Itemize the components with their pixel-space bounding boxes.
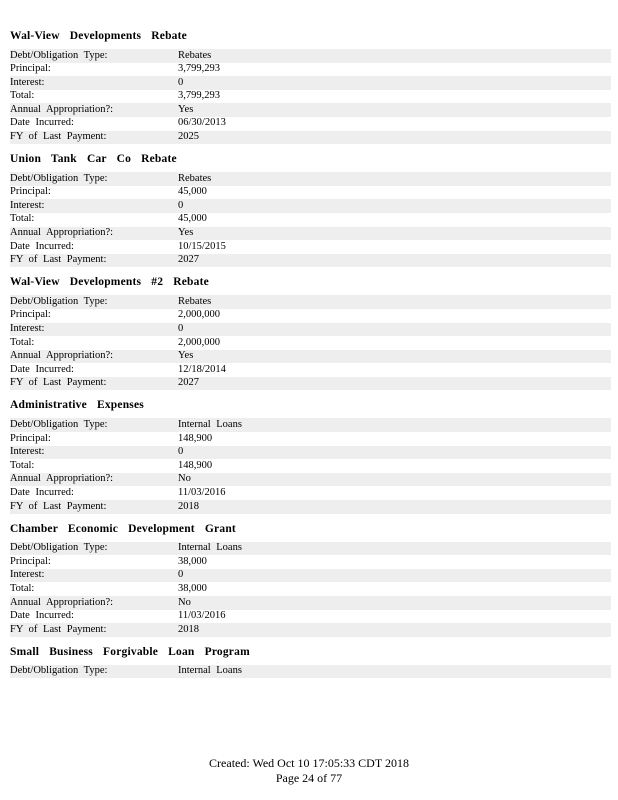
detail-table: [10, 418, 611, 513]
detail-table: [10, 172, 611, 267]
row-label: Annual Appropriation?:: [10, 227, 178, 241]
table-row: [10, 350, 611, 364]
table-row: [10, 323, 611, 337]
table-row: [10, 103, 611, 117]
table-row: [10, 131, 611, 145]
row-value: 2,000,000: [178, 336, 220, 348]
row-label: Interest:: [10, 446, 178, 460]
row-value: 38,000: [178, 555, 207, 567]
section-title: Wal-View Developments #2 Rebate: [10, 276, 209, 289]
debt-section: [8, 390, 610, 513]
row-label: Date Incurred:: [10, 486, 74, 498]
row-label: Interest:: [10, 199, 178, 213]
table-row: [10, 90, 611, 104]
row-value: 2,000,000: [178, 309, 220, 321]
row-value: 0: [178, 199, 611, 213]
section-title: Wal-View Developments Rebate: [10, 30, 187, 42]
row-value: 3,799,293: [178, 63, 220, 75]
row-label: Interest:: [10, 76, 178, 90]
row-value: 0: [178, 446, 611, 460]
table-row: [10, 213, 611, 227]
table-row: [10, 623, 611, 637]
table-row: [10, 582, 611, 596]
table-row: [10, 336, 611, 350]
detail-table: [10, 295, 611, 390]
row-label: Principal:: [10, 309, 51, 321]
row-label: FY of Last Payment:: [10, 254, 178, 268]
row-value: Internal Loans: [178, 542, 611, 556]
row-value: Internal Loans: [178, 665, 611, 679]
row-value: 10/15/2015: [178, 240, 226, 252]
row-value: Yes: [178, 350, 611, 364]
row-value: Yes: [178, 227, 611, 241]
table-row: [10, 377, 611, 391]
debt-section: [8, 30, 610, 144]
row-label: Debt/Obligation Type:: [10, 665, 178, 679]
row-label: Interest:: [10, 323, 178, 337]
table-row: [10, 63, 611, 77]
row-label: Principal:: [10, 186, 51, 198]
row-label: Total:: [10, 213, 35, 225]
row-value: 2027: [178, 377, 611, 391]
row-value: No: [178, 473, 611, 487]
section-title: Union Tank Car Co Rebate: [10, 153, 177, 166]
row-label: FY of Last Payment:: [10, 500, 178, 514]
row-value: No: [178, 596, 611, 610]
table-row: [10, 665, 611, 679]
row-label: Date Incurred:: [10, 117, 74, 129]
table-row: [10, 76, 611, 90]
row-value: 45,000: [178, 186, 207, 198]
row-value: 06/30/2013: [178, 117, 226, 129]
debt-section: [8, 637, 610, 679]
row-label: Debt/Obligation Type:: [10, 418, 178, 432]
table-row: [10, 542, 611, 556]
row-value: 3,799,293: [178, 90, 220, 102]
row-label: FY of Last Payment:: [10, 131, 178, 145]
row-label: Annual Appropriation?:: [10, 596, 178, 610]
row-value: 148,900: [178, 459, 213, 471]
table-row: [10, 555, 611, 569]
debt-section: [8, 267, 610, 390]
table-row: [10, 610, 611, 624]
row-value: 2018: [178, 623, 611, 637]
row-label: Principal:: [10, 432, 51, 444]
row-value: Rebates: [178, 49, 611, 63]
footer-page-number: Page 24 of 77: [275, 771, 343, 785]
row-value: 2027: [178, 254, 611, 268]
section-title: Administrative Expenses: [10, 399, 144, 412]
row-label: Annual Appropriation?:: [10, 473, 178, 487]
table-row: [10, 49, 611, 63]
table-row: [10, 363, 611, 377]
row-label: FY of Last Payment:: [10, 377, 178, 391]
table-row: [10, 432, 611, 446]
row-value: 2025: [178, 131, 611, 145]
table-row: [10, 199, 611, 213]
row-label: Debt/Obligation Type:: [10, 542, 178, 556]
row-value: 0: [178, 323, 611, 337]
table-row: [10, 418, 611, 432]
table-row: [10, 486, 611, 500]
row-value: 11/03/2016: [178, 610, 226, 622]
row-label: Debt/Obligation Type:: [10, 172, 178, 186]
row-label: Total:: [10, 459, 35, 471]
debt-section: [8, 514, 610, 637]
debt-section: [8, 144, 610, 267]
row-value: Rebates: [178, 295, 611, 309]
row-label: Interest:: [10, 569, 178, 583]
table-row: [10, 446, 611, 460]
row-value: Rebates: [178, 172, 611, 186]
table-row: [10, 459, 611, 473]
row-label: Date Incurred:: [10, 240, 74, 252]
row-value: 148,900: [178, 432, 213, 444]
row-value: 0: [178, 569, 611, 583]
row-label: Total:: [10, 90, 35, 102]
row-value: 0: [178, 76, 611, 90]
table-row: [10, 500, 611, 514]
row-value: Yes: [178, 103, 611, 117]
row-label: Date Incurred:: [10, 610, 74, 622]
row-label: Total:: [10, 582, 35, 594]
row-value: 38,000: [178, 582, 207, 594]
section-title: Small Business Forgivable Loan Program: [10, 645, 250, 658]
table-row: [10, 309, 611, 323]
section-title: Chamber Economic Development Grant: [10, 522, 236, 535]
row-label: Principal:: [10, 63, 51, 75]
row-label: Date Incurred:: [10, 363, 74, 375]
table-row: [10, 254, 611, 268]
row-value: 2018: [178, 500, 611, 514]
footer-created: Created: Wed Oct 10 17:05:33 CDT 2018: [209, 756, 409, 770]
row-value: 45,000: [178, 213, 207, 225]
table-row: [10, 227, 611, 241]
row-value: 12/18/2014: [178, 363, 226, 375]
detail-table: [10, 665, 611, 679]
table-row: [10, 117, 611, 131]
detail-table: [10, 542, 611, 637]
row-label: FY of Last Payment:: [10, 623, 178, 637]
row-value: Internal Loans: [178, 418, 611, 432]
table-row: [10, 473, 611, 487]
table-row: [10, 295, 611, 309]
row-label: Annual Appropriation?:: [10, 103, 178, 117]
table-row: [10, 172, 611, 186]
row-label: Annual Appropriation?:: [10, 350, 178, 364]
table-row: [10, 186, 611, 200]
row-label: Principal:: [10, 555, 51, 567]
table-row: [10, 596, 611, 610]
row-label: Debt/Obligation Type:: [10, 295, 178, 309]
row-value: 11/03/2016: [178, 486, 226, 498]
page-footer: [0, 756, 618, 786]
table-row: [10, 240, 611, 254]
table-row: [10, 569, 611, 583]
row-label: Total:: [10, 336, 35, 348]
row-label: Debt/Obligation Type:: [10, 49, 178, 63]
detail-table: [10, 49, 611, 144]
